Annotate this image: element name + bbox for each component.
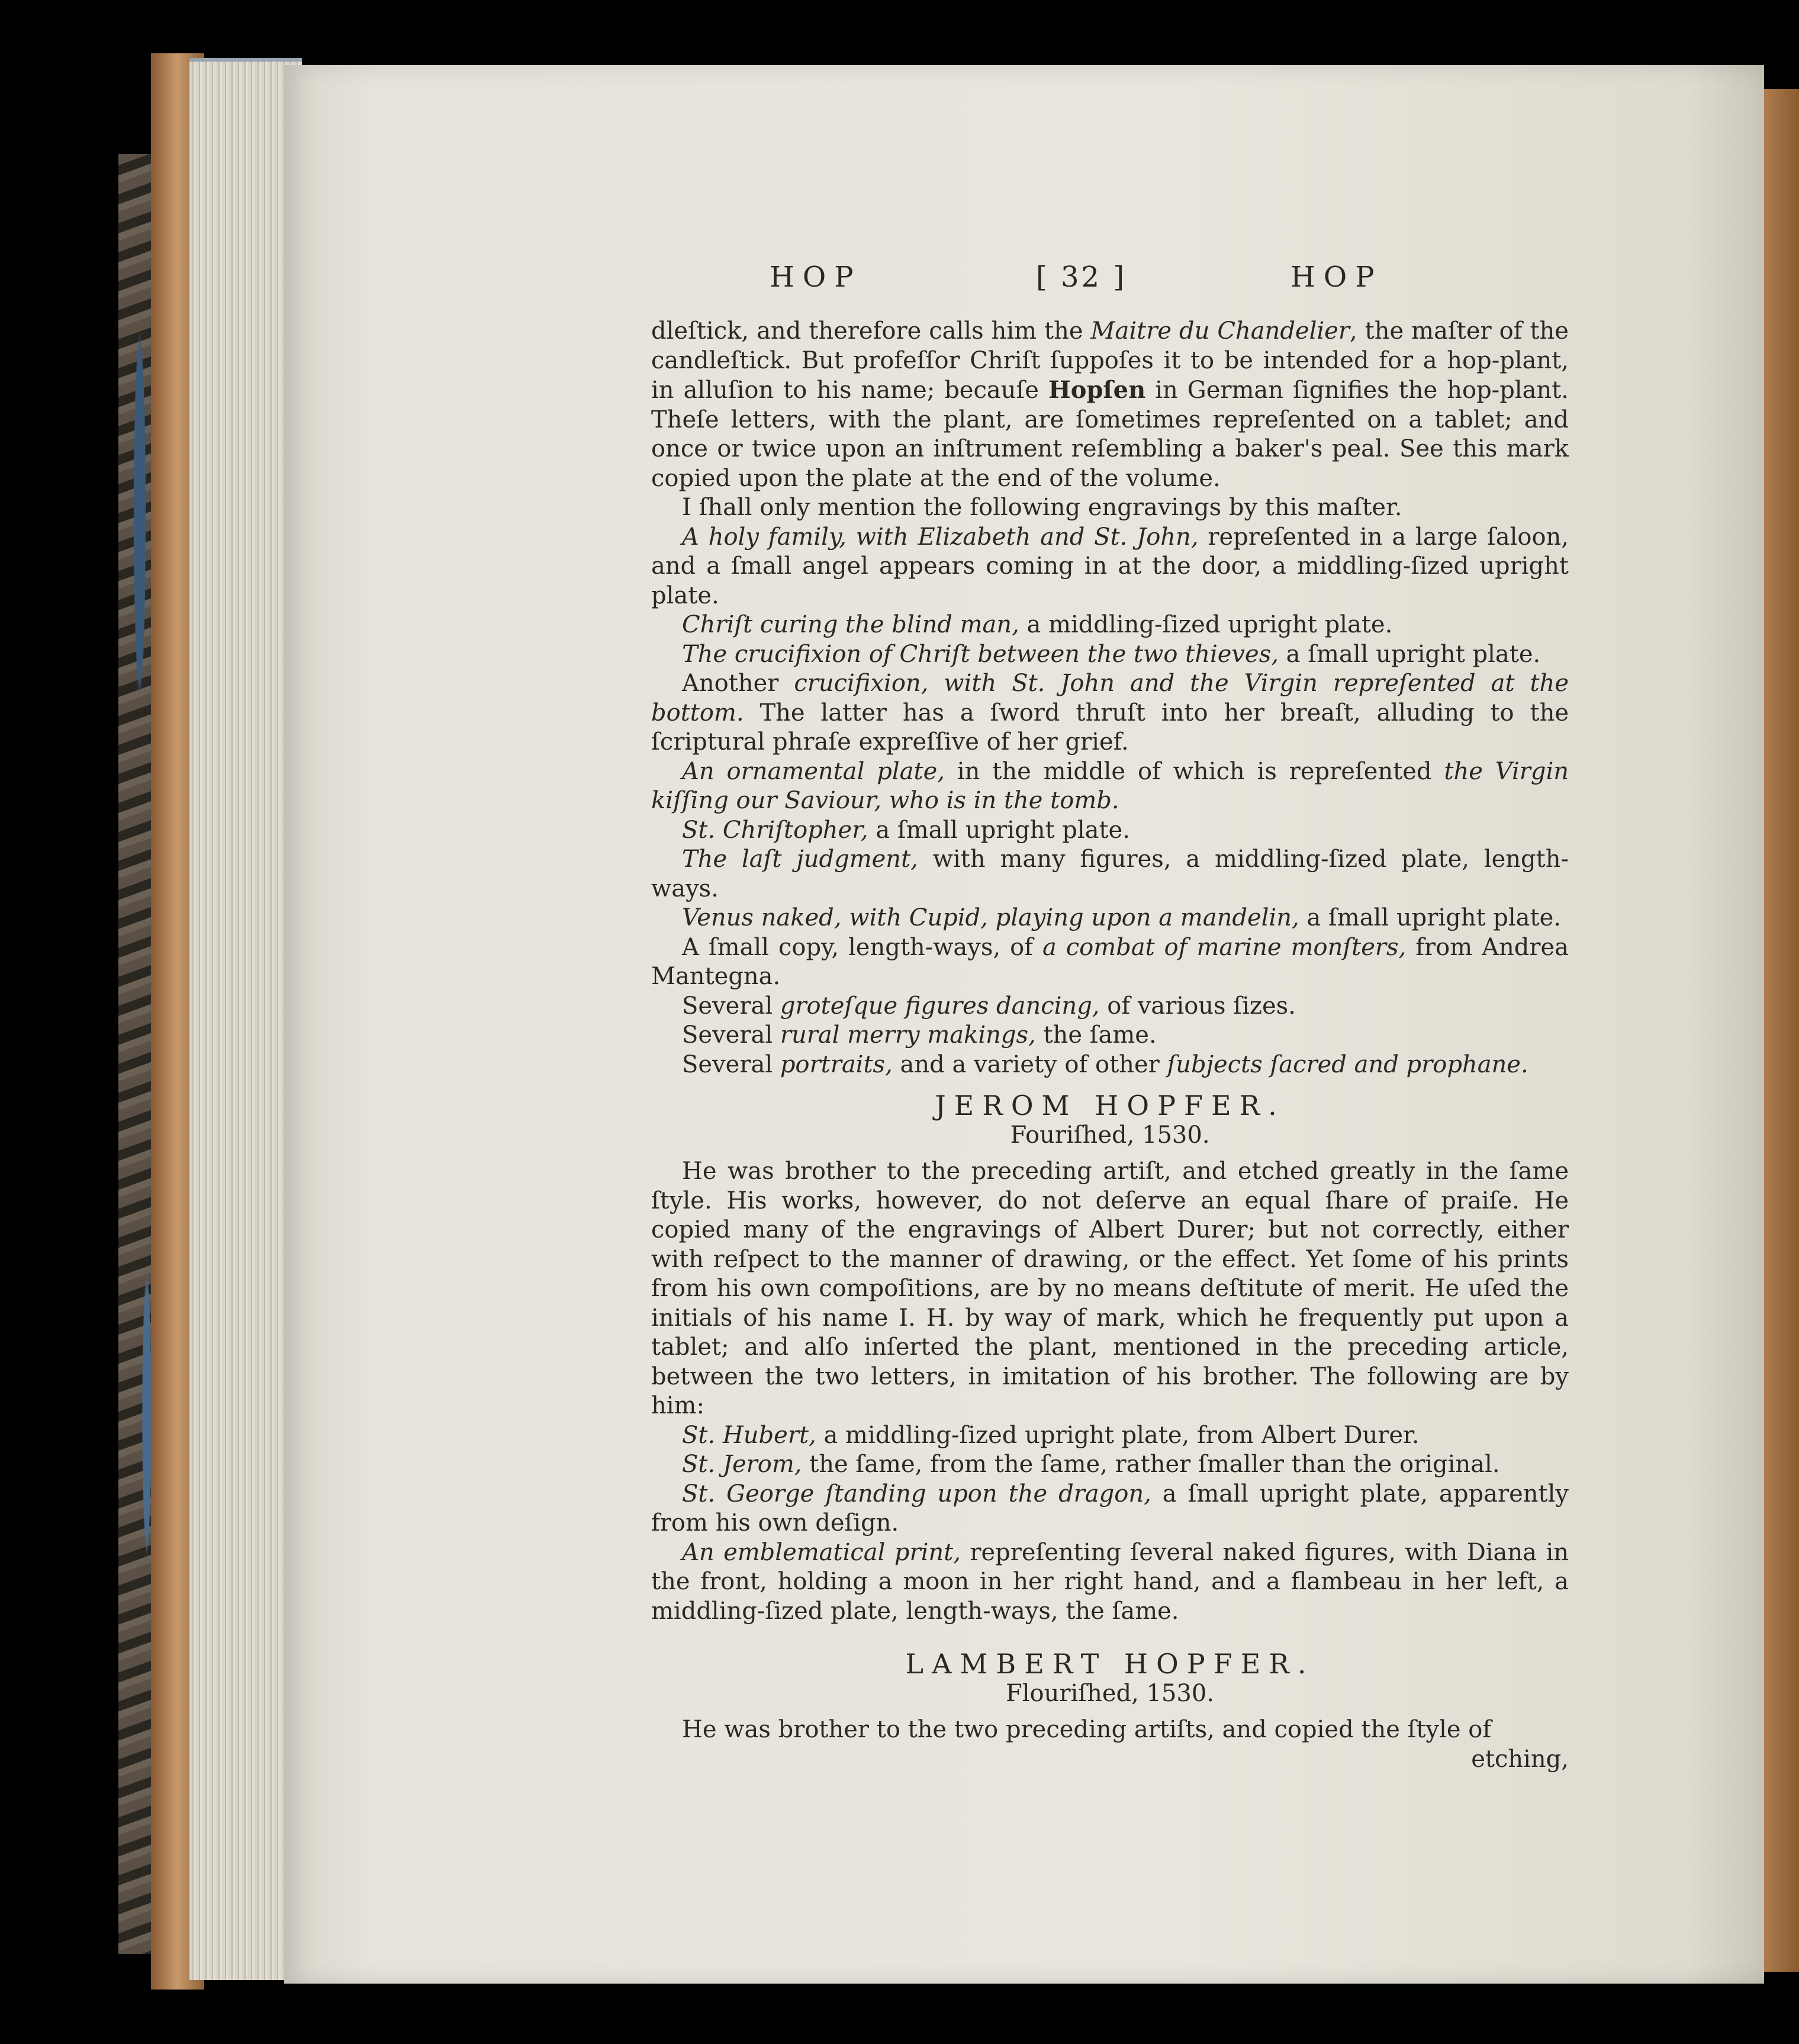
entry-text: and a variety of other xyxy=(892,1050,1167,1078)
text-run: dleſtick, and therefore calls him the xyxy=(651,317,1091,345)
entry-title: The crucifixion of Chriſt between the two thieves, xyxy=(682,640,1279,668)
entry-title: St. Jerom, xyxy=(682,1451,802,1478)
engraving-entry xyxy=(651,610,1569,640)
entry-title: St. George ſtanding upon the dragon, xyxy=(682,1480,1151,1508)
engraving-entry xyxy=(651,1421,1569,1451)
engraving-entry xyxy=(651,1538,1569,1627)
entry-text: the ſame, from the ſame, rather ſmaller than the original. xyxy=(802,1451,1500,1478)
entry-title: crucifixion, with St. John and the Virgin repreſented at the bottom. xyxy=(651,670,1569,727)
entry-text: with many figures, a middling-ſized plate, length-ways. xyxy=(651,846,1569,902)
section-flourished-jerom: Fouriſhed, 1530. xyxy=(1010,1121,1210,1149)
entry-text: repreſented in a large ſaloon, and a ſmall angel appears coming in at the door, a middling-ſized upright plate. xyxy=(651,523,1569,609)
engraving-entry xyxy=(651,845,1569,904)
entry-text: of various ſizes. xyxy=(1099,992,1296,1020)
entry-text: A ſmall copy, length-ways, of xyxy=(682,933,1042,961)
entry-text: a middling-ſized upright plate. xyxy=(1019,611,1393,638)
right-cover-edge xyxy=(1761,89,1799,1972)
engraving-entry xyxy=(651,640,1569,670)
engraving-entry xyxy=(651,1480,1569,1538)
lambert-body: He was brother to the two preceding artiſts, and copied the ſtyle of xyxy=(682,1716,1492,1743)
running-header xyxy=(770,261,1450,302)
entry-text: a middling-ſized upright plate, from Albert Durer. xyxy=(816,1421,1420,1449)
text-run: in German ſignifies the hop-plant. Theſe letters, with the plant, are ſometimes repreſented on a tablet; and once or twice upon an inſtrument reſembling a baker's peal. See this mark copied upon the plate at the end of the volume. xyxy=(651,377,1569,492)
entry-title: Chriſt curing the blind man, xyxy=(682,611,1019,638)
header-right: HOP xyxy=(1290,261,1383,294)
entry-text: a ſmall upright plate. xyxy=(1299,904,1561,931)
entry-title: the Virgin kiſſing our Saviour, who is in the tomb. xyxy=(651,757,1569,814)
italic-run: Maitre du Chandelier xyxy=(1090,317,1350,345)
engraving-entry xyxy=(651,1450,1569,1480)
entry-title: a combat of marine monſters, xyxy=(1042,933,1407,961)
entry-text: in the middle of which is repreſented xyxy=(945,757,1444,785)
entry-text: the ſame. xyxy=(1035,1021,1157,1049)
jerom-body: He was brother to the preceding artiſt, and etched greatly in the ſame ſtyle. His works, however, do not deſerve an equal ſhare of praiſe. He copied many of the engravings of Albert Durer; but not correctly, either with reſpect to the manner of drawing, or the effect. Yet ſome of his prints from his own compoſitions, are by no means deſtitute of merit. He uſed the initials of his name I. H. by way of mark, which he frequently put upon a tablet; and alſo inſerted the plant, mentioned in the preceding article, between the two letters, in imitation of his brother. The following are by him: xyxy=(651,1158,1569,1419)
entry-title: Venus naked, with Cupid, playing upon a mandelin, xyxy=(682,904,1299,931)
engraving-entry xyxy=(651,816,1569,846)
text-run: , the maſter of the candleſtick. But profeſſor Chriſt ſuppoſes it to be intended for a hop-plant, in alluſion to his name; becauſe xyxy=(651,317,1569,404)
entry-text: Several xyxy=(682,992,780,1020)
intro-paragraph-2: I ſhall only mention the following engravings by this maſter. xyxy=(682,494,1402,521)
entry-title: A holy family, with Elizabeth and St. John, xyxy=(682,523,1199,551)
engraving-entry xyxy=(651,933,1569,992)
section-title-jerom: JEROM HOPFER. xyxy=(935,1090,1285,1121)
blackletter-word: Hopſen xyxy=(1048,376,1146,404)
header-left: HOP xyxy=(770,261,862,294)
entry-title: An emblematical print, xyxy=(682,1538,961,1566)
entry-text: Several xyxy=(682,1021,780,1049)
page-body xyxy=(651,317,1569,1774)
entry-title: ſubjects ſacred and prophane. xyxy=(1167,1050,1528,1078)
engraving-entry xyxy=(651,757,1569,816)
entry-title: portraits, xyxy=(780,1050,893,1078)
engraving-entry xyxy=(651,669,1569,757)
engraving-entry xyxy=(651,904,1569,933)
section-title-lambert: LAMBERT HOPFER. xyxy=(905,1648,1315,1680)
engraving-entry xyxy=(651,523,1569,611)
entry-title: St. Chriſtopher, xyxy=(682,816,868,844)
entry-text: a ſmall upright plate, apparently from his own deſign. xyxy=(651,1480,1569,1537)
entry-title: St. Hubert, xyxy=(682,1421,816,1449)
catchword: etching, xyxy=(1471,1745,1569,1773)
engraving-entry xyxy=(651,1050,1569,1080)
entry-title: groteſque figures dancing, xyxy=(780,992,1100,1020)
entry-text: Several xyxy=(682,1050,780,1078)
entry-title: The laſt judgment, xyxy=(682,846,918,873)
entry-title: An ornamental plate, xyxy=(682,757,945,785)
section-flourished-lambert: Flouriſhed, 1530. xyxy=(1005,1679,1215,1707)
entry-text: from Andrea Mantegna. xyxy=(651,933,1569,990)
entry-text: repreſenting ſeveral naked figures, with Diana in the front, holding a moon in her right hand, and a flambeau in her left, a middling-ſized plate, length-ways, the ſame. xyxy=(651,1538,1569,1625)
engraving-entry xyxy=(651,992,1569,1021)
entry-text: a ſmall upright plate. xyxy=(868,816,1130,844)
page-number: [ 32 ] xyxy=(1036,261,1127,294)
entry-title: rural merry makings, xyxy=(780,1021,1036,1049)
entry-text: The latter has a ſword thruſt into her breaſt, alluding to the ſcriptural phraſe expreſſive of her grief. xyxy=(651,699,1569,756)
engraving-entry xyxy=(651,1021,1569,1050)
entry-text: Another xyxy=(682,670,794,697)
intro-paragraph xyxy=(651,317,1569,493)
entry-text: a ſmall upright plate. xyxy=(1278,640,1541,668)
